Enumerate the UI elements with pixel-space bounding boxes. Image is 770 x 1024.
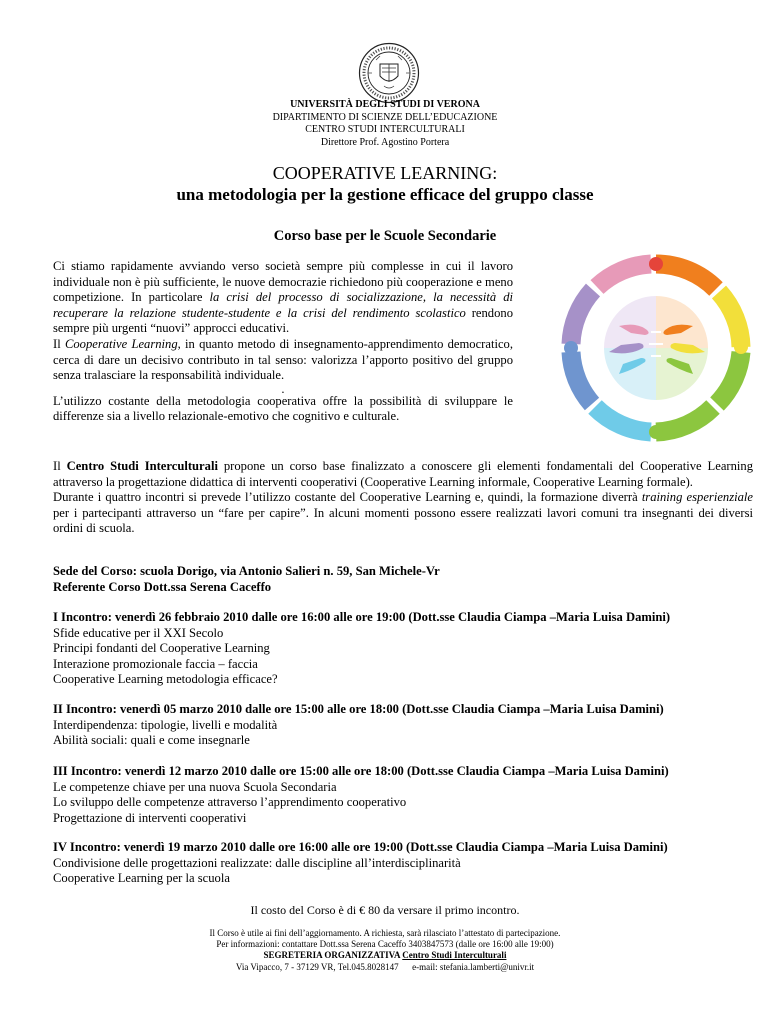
document-title: COOPERATIVE LEARNING: <box>272 163 498 183</box>
meeting-topic: Lo sviluppo delle competenze attraverso l’apprendimento cooperativo <box>53 795 407 810</box>
meeting-1 <box>53 610 768 688</box>
puzzle-hands-illustration <box>543 244 770 450</box>
footer <box>0 928 770 973</box>
meeting-3 <box>53 764 768 826</box>
venue-address: Sede del Corso: scuola Dorigo, via Antonio Salieri n. 59, San Michele-Vr <box>53 564 440 578</box>
meeting-topic: Interdipendenza: tipologie, livelli e modalità <box>53 717 278 732</box>
meeting-topic: Sfide educative per il XXI Secolo <box>53 625 224 640</box>
director-name: Direttore Prof. Agostino Portera <box>320 136 450 148</box>
meeting-topic: Interazione promozionale faccia – faccia <box>53 656 258 671</box>
footer-contact: Per informazioni: contattare Dott.ssa Serena Caceffo 3403847573 (dalle ore 16:00 alle 19:00) <box>216 939 554 950</box>
meeting-topic: Principi fondanti del Cooperative Learning <box>53 641 270 656</box>
meeting-topic: Condivisione delle progettazioni realizzate: dalle discipline all’interdisciplinarità <box>53 855 461 870</box>
meeting-heading: II Incontro: venerdì 05 marzo 2010 dalle ore 15:00 alle ore 18:00 (Dott.sse Claudia Ciampa –Maria Luisa Damini) <box>53 702 664 716</box>
meeting-topic: Progettazione di interventi cooperativi <box>53 810 247 825</box>
meeting-topic: Le competenze chiave per una nuova Scuola Secondaria <box>53 779 337 794</box>
meeting-heading: III Incontro: venerdì 12 marzo 2010 dalle ore 15:00 alle ore 18:00 (Dott.sse Claudia Ciampa –Maria Luisa Damini) <box>53 764 669 778</box>
meeting-4 <box>53 840 768 887</box>
venue-referent: Referente Corso Dott.ssa Serena Caceffo <box>53 579 272 594</box>
meeting-2 <box>53 702 768 749</box>
intro-paragraph-2: Il Cooperative Learning, in quanto metodo di insegnamento-apprendimento democratico, cerca di dare un decisivo contributo in tal senso: valorizza l’apporto positivo del gruppo senza tralasciare la responsabilità individuale. <box>53 336 513 383</box>
separator-dot: . <box>281 381 285 396</box>
meeting-topic: Abilità sociali: quali e come insegnarle <box>53 733 250 748</box>
university-seal-icon <box>358 42 420 104</box>
meeting-topic: Cooperative Learning metodologia efficace? <box>53 672 278 687</box>
body-paragraph-2: Durante i quattro incontri si prevede l’utilizzo costante del Cooperative Learning e, quindi, la formazione diverrà training esperienziale per i partecipanti attraverso un “fare per capire”. In alcuni momenti possono essere realizzati lavori comuni tra insegnanti dei diversi ordini di scuola. <box>53 490 753 536</box>
centre-name: CENTRO STUDI INTERCULTURALI <box>305 124 465 135</box>
university-name: UNIVERSITÀ DEGLI STUDI DI VERONA <box>290 99 480 110</box>
venue-info <box>53 564 768 595</box>
intro-text <box>53 259 513 425</box>
footer-certificate-note: Il Corso è utile ai fini dell’aggiornamento. A richiesta, sarà rilasciato l’attestato di partecipazione. <box>209 928 561 938</box>
course-title: Corso base per le Scuole Secondarie <box>273 228 497 244</box>
course-description <box>53 459 753 537</box>
footer-address: Via Vipacco, 7 - 37129 VR, Tel.045.8028147 e-mail: stefania.lamberti@univr.it <box>235 961 535 972</box>
meeting-topic: Cooperative Learning per la scuola <box>53 871 230 886</box>
course-cost: Il costo del Corso è di € 80 da versare il primo incontro. <box>250 903 520 917</box>
body-paragraph-1: Il Centro Studi Interculturali propone un corso base finalizzato a conoscere gli elementi fondamentali del Cooperative Learning attraverso la progettazione didattica di interventi cooperativi (Cooperative Learning informale, Cooperative Learning formale). <box>53 459 754 489</box>
footer-secretariat: SEGRETERIA ORGANIZZATIVA Centro Studi Interculturali <box>263 950 507 961</box>
meeting-heading: I Incontro: venerdì 26 febbraio 2010 dalle ore 16:00 alle ore 19:00 (Dott.sse Claudia Ciampa –Maria Luisa Damini) <box>53 610 671 624</box>
institution-header <box>0 99 770 149</box>
document-subtitle: una metodologia per la gestione efficace del gruppo classe <box>176 185 594 204</box>
department-name: DIPARTIMENTO DI SCIENZE DELL’EDUCAZIONE <box>272 111 498 123</box>
meeting-heading: IV Incontro: venerdì 19 marzo 2010 dalle ore 16:00 alle ore 19:00 (Dott.sse Claudia Ciampa –Maria Luisa Damini) <box>53 840 668 854</box>
intro-paragraph-1: Ci stiamo rapidamente avviando verso società sempre più complesse in cui il lavoro individuale non è più sufficiente, le nuove democrazie richiedono più cooperazione e meno competizione. In particolare la crisi del processo di socializzazione, la necessità di recuperare la relazione studente-studente e la crisi del rendimento scolastico rendono sempre più urgenti “nuovi” approcci educativi. <box>53 259 513 336</box>
intro-paragraph-3: L’utilizzo costante della metodologia cooperativa offre la possibilità di sviluppare le differenze sia a livello relazionale-emotivo che cognitivo e culturale. <box>53 393 513 424</box>
